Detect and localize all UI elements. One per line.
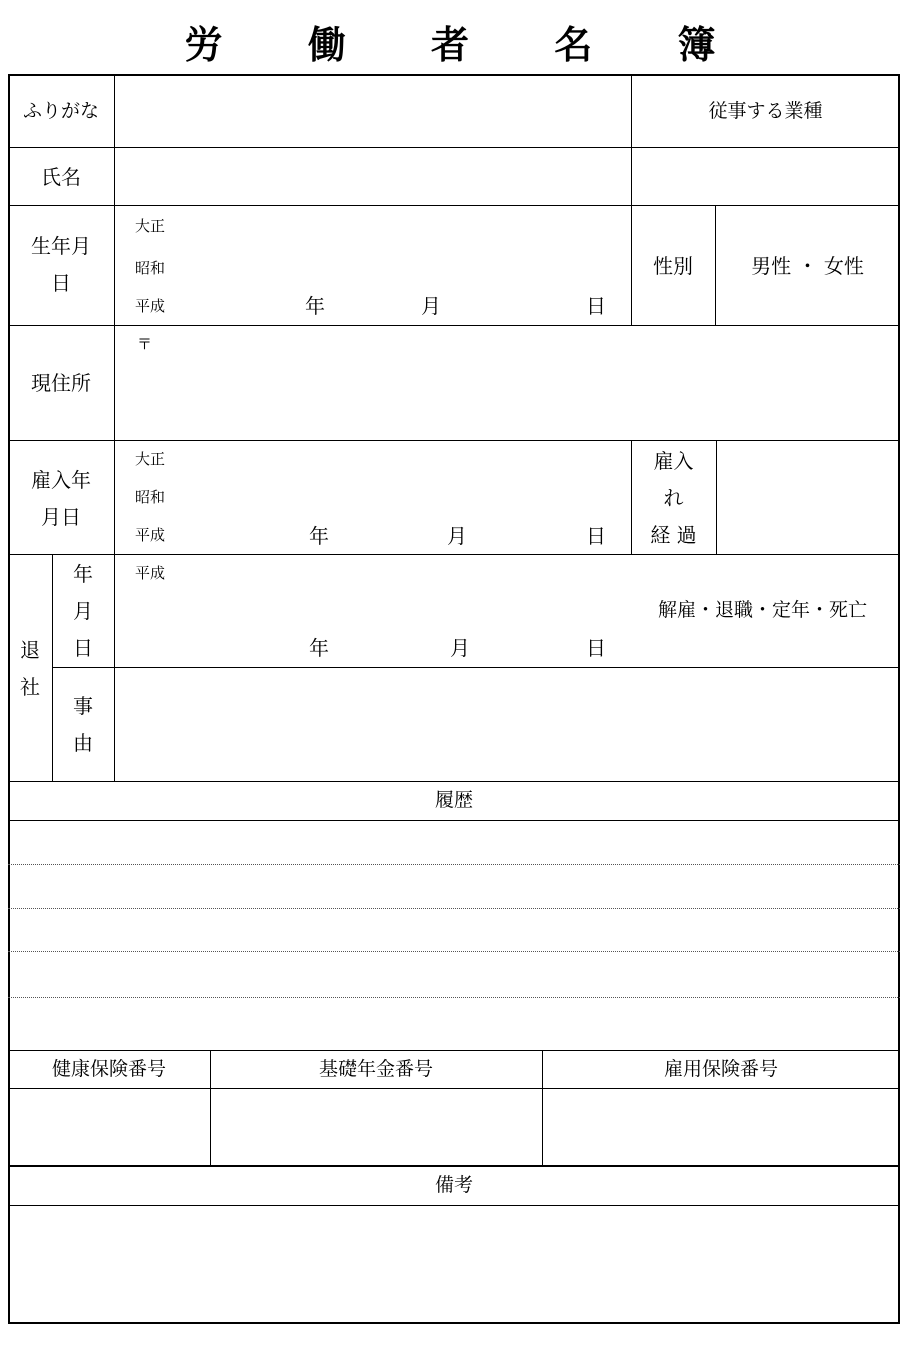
row-divider [8,820,900,821]
gender-options[interactable]: 男性 ・ 女性 [751,254,864,278]
row-divider [8,440,900,441]
month-unit: 月 [447,524,467,548]
year-unit: 年 [305,294,325,318]
health-insurance-field[interactable] [10,1090,209,1164]
month-unit: 月 [421,294,441,318]
hire-elapsed-label: 雇入 [653,449,694,473]
leave-date-label: 年 [73,562,93,586]
employment-insurance-field[interactable] [544,1090,898,1164]
name-label: 氏名 [41,165,81,189]
health-insurance-label: 健康保険番号 [51,1058,166,1080]
era-showa: 昭和 [135,259,166,277]
occupation-field[interactable] [633,149,899,204]
row-divider [8,1088,900,1089]
year-unit: 年 [309,524,329,548]
day-unit: 日 [586,636,606,660]
address-field[interactable] [116,327,898,439]
era-showa: 昭和 [135,488,166,506]
birth-label: 日 [51,271,71,295]
era-heisei: 平成 [135,564,166,582]
row-divider [8,147,900,148]
leave-types[interactable]: 解雇・退職・定年・死亡 [658,599,868,621]
hire-elapsed-label: れ [663,486,684,510]
row-divider [8,1165,900,1167]
birth-label: 生年月 [31,234,91,258]
hire-date-label: 雇入年 [31,468,91,492]
leave-date-label: 日 [73,636,93,660]
day-unit: 日 [586,294,606,318]
month-unit: 月 [450,636,470,660]
pension-label: 基礎年金番号 [318,1058,433,1080]
history-label: 履歴 [434,789,473,811]
day-unit: 日 [586,524,606,548]
row-divider [53,667,900,668]
reason-label: 事 [73,694,93,718]
row-divider [8,325,900,326]
furigana-label: ふりがな [22,100,99,122]
remarks-field[interactable] [10,1207,898,1321]
reason-label: 由 [73,731,93,755]
year-unit: 年 [309,636,329,660]
column-divider [716,440,717,554]
row-divider [8,781,900,782]
leave-date-label: 月 [73,599,93,623]
remarks-label: 備考 [434,1174,473,1196]
furigana-field[interactable] [116,77,630,146]
pension-field[interactable] [212,1090,541,1164]
leave-label: 退 [20,638,40,662]
leave-label: 社 [20,675,40,699]
era-heisei: 平成 [135,526,166,544]
row-divider [8,205,900,206]
gender-label: 性別 [653,254,693,278]
hire-elapsed-field[interactable] [718,442,898,553]
employment-insurance-label: 雇用保険番号 [663,1058,778,1080]
row-divider [8,1205,900,1206]
name-field[interactable] [116,149,630,204]
hire-elapsed-label: 経 過 [650,523,697,547]
page-title: 労 働 者 名 簿 [184,23,752,67]
reason-field[interactable] [116,669,898,780]
column-divider [114,75,115,781]
row-divider [8,554,900,555]
postal-mark: 〒 [137,335,153,353]
history-field[interactable] [10,822,898,1049]
hire-date-label: 月日 [41,505,81,529]
occupation-label: 従事する業種 [708,100,823,122]
era-taisho: 大正 [135,450,166,468]
era-heisei: 平成 [135,297,166,315]
address-label: 現住所 [31,371,91,395]
era-taisho: 大正 [135,217,166,235]
row-divider [8,1050,900,1051]
